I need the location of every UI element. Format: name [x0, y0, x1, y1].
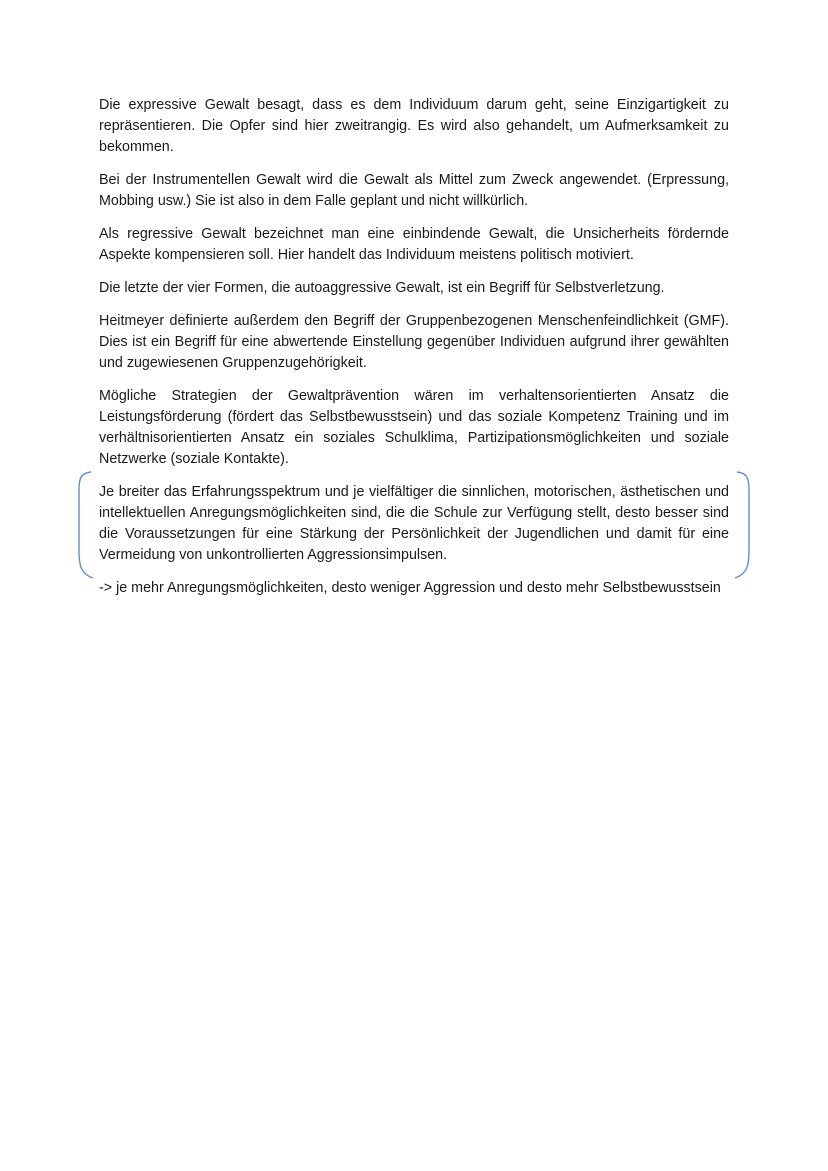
paragraph-experience-spectrum: Je breiter das Erfahrungsspektrum und je vielfältiger die sinnlichen, motorischen, ästhetischen und intellektuellen Anregungsmöglichkeiten sind, die die Schule zur Verfügung stellt, desto besser sind die Voraussetzungen für eine Stärkung der Persönlichkeit der Jugendlichen und damit für eine Vermeidung von unkontrollierten Aggressionsimpulsen. [99, 484, 729, 563]
paragraph-conclusion: -> je mehr Anregungsmöglichkeiten, desto weniger Aggression und desto mehr Selbstbewusstsein [99, 580, 721, 596]
paragraph-autoaggressive-violence: Die letzte der vier Formen, die autoaggressive Gewalt, ist ein Begriff für Selbstverletzung. [99, 280, 665, 296]
paragraph-gmf: Heitmeyer definierte außerdem den Begriff der Gruppenbezogenen Menschenfeindlichkeit (GMF). Dies ist ein Begriff für eine abwertende Einstellung gegenüber Individuen aufgrund ihrer gewählten und zugewiesenen Gruppenzugehörigkeit. [99, 313, 729, 371]
paragraph-instrumental-violence: Bei der Instrumentellen Gewalt wird die Gewalt als Mittel zum Zweck angewendet. (Erpressung, Mobbing usw.) Sie ist also in dem Falle geplant und nicht willkürlich. [99, 172, 729, 209]
paragraph-expressive-violence: Die expressive Gewalt besagt, dass es dem Individuum darum geht, seine Einzigartigkeit zu repräsentieren. Die Opfer sind hier zweitrangig. Es wird also gehandelt, um Aufmerksamkeit zu bekommen. [99, 97, 729, 155]
paragraph-prevention-strategies: Mögliche Strategien der Gewaltprävention wären im verhaltensorientierten Ansatz die Leistungsförderung (fördert das Selbstbewusstsein) und das soziale Kompetenz Training und im verhältnisorientierten Ansatz ein soziales Schulklima, Partizipationsmöglichkeiten und soziale Netzwerke (soziale Kontakte). [99, 388, 729, 467]
paragraph-regressive-violence: Als regressive Gewalt bezeichnet man eine einbindende Gewalt, die Unsicherheits fördernde Aspekte kompensieren soll. Hier handelt das Individuum meistens politisch motiviert. [99, 226, 729, 263]
right-curly-bracket-icon [733, 470, 755, 580]
bracketed-quote [99, 482, 729, 566]
left-curly-bracket-icon [73, 470, 95, 580]
document-body [99, 95, 729, 611]
